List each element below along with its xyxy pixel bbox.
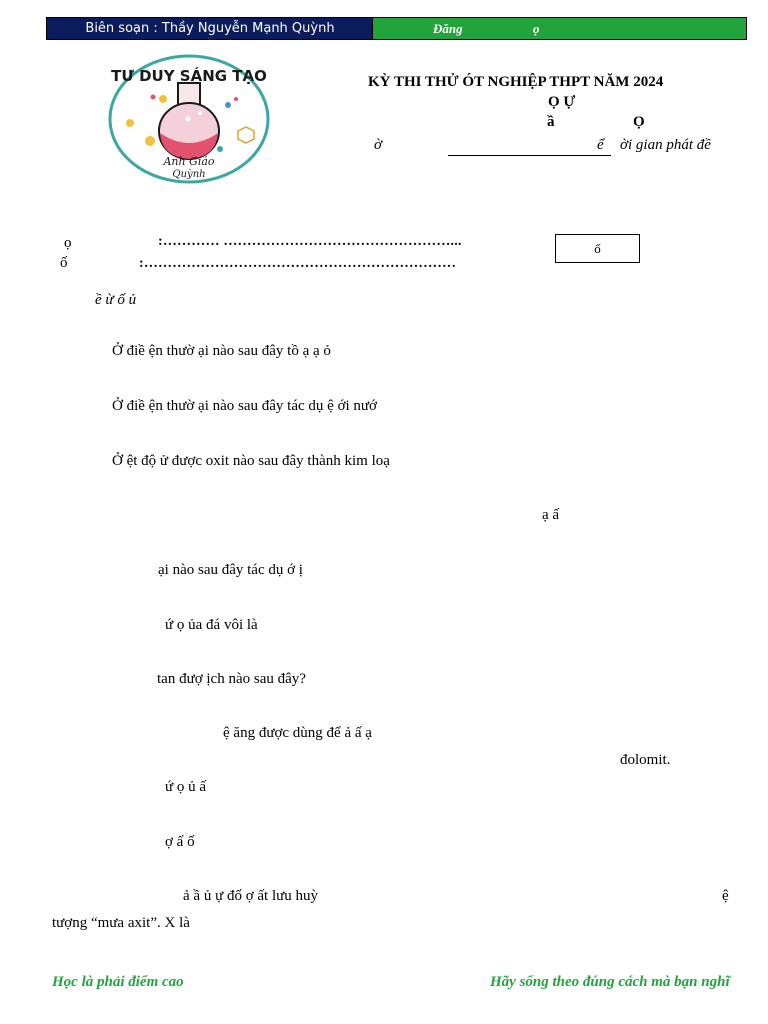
question-6: ứ ọ ủa đá vôi là [165, 617, 258, 633]
time-mid: ể [597, 137, 604, 153]
question-2: Ở điề ện thườ ại nào sau đây tác dụ ệ ới nướ [112, 398, 377, 414]
id-field[interactable]: :………………………………………………………… [139, 256, 457, 271]
question-11-cont: tượng “mưa axit”. X là [52, 915, 190, 931]
question-8: ệ ăng được dùng để ả ấ ạ [223, 725, 372, 741]
time-prefix: ờ [374, 137, 383, 153]
logo-sub-1: Anh Giáo [163, 155, 215, 168]
exam-code-box [555, 234, 640, 263]
question-1: Ở điề ện thườ ại nào sau đây tồ ạ ạ ỏ [112, 343, 331, 359]
name-label: ọ [64, 235, 72, 251]
instructions: ề ừ ố ủ [95, 292, 137, 308]
logo-sub-2: Quỳnh [172, 169, 206, 180]
name-field[interactable]: :………… …………………………………………... [158, 234, 462, 249]
footer-right: Hãy sống theo đúng cách mà bạn nghĩ [490, 974, 730, 990]
logo [108, 53, 270, 185]
register-text-2: ọ [533, 21, 540, 36]
exam-line3a: ầ [547, 114, 555, 130]
question-8-cont: đolomit. [620, 752, 671, 768]
footer-left: Học là phải điểm cao [52, 974, 184, 990]
question-3: Ở ệt độ ử được oxit nào sau đây thành kim loạ [112, 453, 390, 469]
register-banner[interactable] [372, 17, 747, 40]
question-5: ại nào sau đây tác dụ ớ ị [158, 562, 303, 578]
exam-line3b: Ọ [633, 114, 645, 130]
question-9: ứ ọ ủ ấ [165, 779, 207, 795]
question-4: ạ ấ [542, 507, 560, 523]
id-label: ố [60, 255, 68, 271]
time-blank [448, 155, 611, 156]
question-11-tail: ệ [722, 888, 729, 904]
question-11: ả ầ ủ ự đố ợ ất lưu huỳ [183, 888, 318, 904]
author-banner [46, 17, 374, 40]
question-7: tan đượ ịch nào sau đây? [157, 671, 306, 687]
author-text: Biên soạn : Thầy Nguyễn Mạnh Quỳnh [85, 21, 335, 36]
register-text-1: Đăng [433, 21, 463, 36]
exam-title: KỲ THI THỬ ÓT NGHIỆP THPT NĂM 2024 [368, 74, 664, 90]
question-10: ợ ấ ố [165, 834, 195, 850]
exam-code-label: ố [594, 241, 601, 256]
time-suffix: ời gian phát đề [620, 137, 711, 153]
exam-subject: Ọ Ự [548, 94, 576, 110]
logo-title: TƯ DUY SÁNG TẠO [111, 67, 267, 85]
